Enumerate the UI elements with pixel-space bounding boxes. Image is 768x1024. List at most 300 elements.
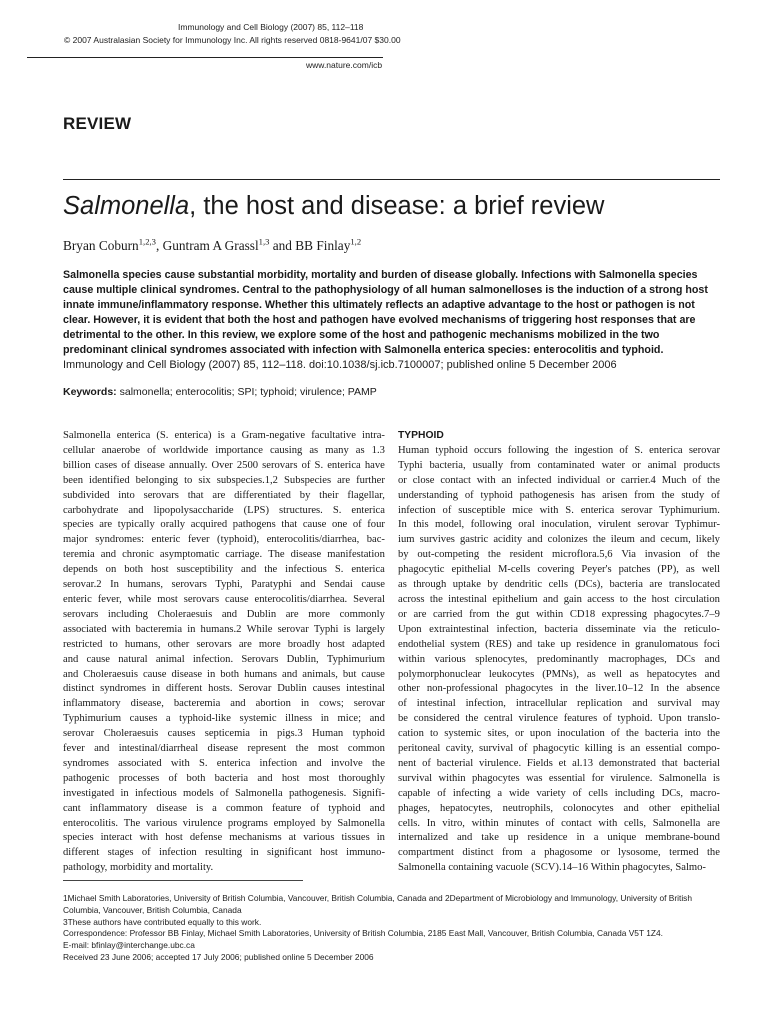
word: a <box>165 713 171 725</box>
text-line <box>63 772 385 787</box>
word: in <box>250 847 259 859</box>
word: (PP), <box>657 564 679 576</box>
word: arisen <box>602 489 628 501</box>
word: and <box>63 668 79 680</box>
word: as <box>309 444 319 456</box>
word: or <box>600 847 610 859</box>
word: uptake <box>452 579 481 591</box>
abstract-line: detrimental to the other. In this review, we explore some of the host and pathogenic mechanisms mobilized in the two <box>63 329 660 341</box>
word: of <box>301 459 311 471</box>
abstract-line: cause multiple clinical syndromes. Central to the pathophysiology of all human salmonelloses is the induction of a strong host <box>63 284 708 296</box>
word: serovar <box>277 623 309 635</box>
word: considered <box>413 713 460 725</box>
word: enterica <box>327 459 361 471</box>
word: and <box>128 504 144 516</box>
word: in <box>300 698 310 710</box>
text-line <box>398 802 720 817</box>
word: cavity, <box>445 743 474 755</box>
word: cases <box>94 459 118 471</box>
word: in <box>259 728 268 740</box>
word: following <box>470 519 512 531</box>
word: well <box>701 564 720 576</box>
word: more <box>308 608 330 620</box>
word: host <box>281 772 300 784</box>
word: by <box>321 817 332 829</box>
word: of <box>352 519 362 531</box>
word: reticulo- <box>684 623 720 635</box>
word: lysosome, <box>618 847 661 859</box>
journal-header <box>0 22 768 74</box>
word: pathology, <box>63 862 110 874</box>
text-line <box>398 831 720 846</box>
word: upon <box>529 728 552 740</box>
word: immuno- <box>346 847 385 859</box>
body-column-left <box>63 429 385 876</box>
text-line <box>63 653 385 668</box>
word: patches <box>618 564 651 576</box>
word: intestinal <box>346 683 385 695</box>
word: other <box>648 802 671 814</box>
word: and <box>704 653 720 665</box>
abstract-line: Salmonella species cause substantial morbidity, mortality and burden of disease globally. Infections with Salmonella species <box>63 269 698 281</box>
word: extraintestinal <box>429 623 490 635</box>
word: microflora.5,6 <box>551 549 613 561</box>
word: inoculation <box>557 728 605 740</box>
word: the <box>575 683 589 695</box>
word: or <box>398 474 407 486</box>
footnote-line: 3These authors have contributed equally to this work. <box>63 916 262 927</box>
word: subspecies.1,2 <box>216 474 278 486</box>
word: phagocytes.7–9 <box>653 608 720 620</box>
word: and <box>456 832 473 844</box>
word: Fields <box>526 757 553 769</box>
text-line <box>63 831 385 846</box>
text-line <box>63 861 385 876</box>
word: system <box>450 638 480 650</box>
word: cause <box>86 653 111 665</box>
word: intestinal <box>416 698 456 710</box>
text-line <box>63 578 385 593</box>
word: (PMNs), <box>542 668 579 680</box>
word: acidity <box>493 534 523 546</box>
footnote-rule <box>63 880 303 881</box>
word: distinct <box>462 847 494 859</box>
word: represent <box>247 743 287 755</box>
word: defense <box>189 832 223 844</box>
text-line <box>63 548 385 563</box>
word: distinct <box>63 683 95 695</box>
word: model, <box>435 519 465 531</box>
word: species <box>63 832 94 844</box>
word: Much <box>661 474 687 486</box>
word: cells <box>588 787 608 799</box>
word: intestinal/diarrheal <box>118 743 199 755</box>
word: intestinal <box>448 593 487 605</box>
word: carbohydrate <box>63 504 119 516</box>
word: infection <box>159 847 197 859</box>
word: the <box>264 564 278 576</box>
text-line <box>63 593 385 608</box>
word: facultative <box>311 430 356 441</box>
word: al.13 <box>572 757 594 769</box>
word: are <box>337 474 351 486</box>
word: predominantly <box>536 653 599 665</box>
word: and <box>230 698 246 710</box>
word: as <box>685 564 695 576</box>
word: and <box>623 802 639 814</box>
text-line <box>398 772 720 787</box>
word: endothelial <box>398 638 446 650</box>
word: infected <box>517 474 552 486</box>
word: host <box>651 593 670 605</box>
word: survives <box>419 534 455 546</box>
word: gastric <box>459 534 489 546</box>
word: by <box>398 549 409 561</box>
word: causes <box>129 713 158 725</box>
word: and <box>257 772 273 784</box>
word: major <box>63 534 88 546</box>
text-line <box>63 623 385 638</box>
word: various <box>303 832 335 844</box>
keywords <box>63 386 377 398</box>
word: and <box>632 698 648 710</box>
word: Typhi, <box>215 579 243 591</box>
word: systemic <box>239 713 277 725</box>
word: cause <box>361 668 385 680</box>
text-line <box>63 682 385 697</box>
author-name: Bryan Coburn <box>63 238 139 253</box>
word: DCs, <box>661 787 684 799</box>
word: membrane-bound <box>645 832 720 844</box>
word: enteric <box>151 534 181 546</box>
word: ileum <box>610 534 635 546</box>
author-separator: and <box>269 238 296 253</box>
text-line <box>63 429 385 444</box>
title-italic: Salmonella <box>63 192 190 220</box>
word: demonstrated <box>598 757 656 769</box>
word: infection <box>398 504 436 516</box>
word: the <box>555 444 569 456</box>
word: Gram-negative <box>241 430 306 441</box>
word: in <box>376 832 385 844</box>
word: restricted <box>63 638 103 650</box>
word: enterocolitis. <box>63 817 119 829</box>
word: infection, <box>496 623 537 635</box>
word: infectious <box>285 564 327 576</box>
word: differentiated <box>234 489 291 501</box>
word: resident <box>509 549 544 561</box>
word: in <box>576 832 585 844</box>
word: has <box>581 489 596 501</box>
word: systemic <box>444 728 482 740</box>
word: virulence <box>182 817 223 829</box>
word: humans, <box>124 638 161 650</box>
word: vacuole <box>495 862 532 874</box>
word: cause <box>361 579 385 591</box>
text-line <box>63 563 385 578</box>
text-line <box>398 727 720 742</box>
word: up <box>507 832 519 844</box>
word: more <box>258 638 281 650</box>
word: associated <box>118 757 162 769</box>
word: cows; <box>319 698 344 710</box>
word: replication <box>577 698 623 710</box>
abstract-line: predominant clinical syndromes associated with infection with Salmonella enterica species: enterocolitis and typhoid. <box>63 344 664 356</box>
word: may <box>701 698 720 710</box>
text-line <box>63 459 385 474</box>
word: mice <box>512 504 533 516</box>
word: six <box>198 474 211 486</box>
word: typically <box>117 519 155 531</box>
word: the <box>625 728 639 740</box>
word: natural <box>118 653 148 665</box>
word: survival <box>657 698 692 710</box>
word: disease, <box>130 698 164 710</box>
word: associated <box>63 623 107 635</box>
word: of <box>422 757 431 769</box>
word: is <box>343 623 351 635</box>
word: central <box>484 713 513 725</box>
word: are <box>649 579 663 591</box>
word: serovars <box>143 489 179 501</box>
word: worldwide <box>162 444 209 456</box>
word: causes <box>167 728 196 740</box>
word: macrophages, <box>608 653 667 665</box>
word: features <box>563 713 598 725</box>
word: Typhimur- <box>675 519 720 531</box>
word: DCs <box>676 653 696 665</box>
word: et <box>558 757 567 769</box>
word: water <box>601 459 626 471</box>
word: take <box>537 638 556 650</box>
word: of <box>121 459 131 471</box>
word: from <box>469 608 490 620</box>
word: peritoneal <box>398 743 441 755</box>
word: one <box>331 519 348 531</box>
text-line <box>398 474 720 489</box>
word: (LPS) <box>243 504 269 516</box>
word: most <box>308 772 330 784</box>
word: importance <box>215 444 263 456</box>
word: Via <box>621 549 636 561</box>
word: compo- <box>687 743 720 755</box>
word: neutrophils, <box>502 802 553 814</box>
word: Signifi- <box>352 787 385 799</box>
word: typhoid <box>435 444 468 456</box>
word: by <box>487 579 498 591</box>
word: bacterial <box>683 757 720 769</box>
word: and <box>369 802 385 814</box>
word: of <box>610 728 620 740</box>
word: understanding <box>398 489 459 501</box>
word: within <box>438 772 466 784</box>
word: Typhi <box>398 459 423 471</box>
word: host <box>165 832 183 844</box>
word: vitro, <box>442 817 465 829</box>
text-line <box>398 787 720 802</box>
word: cellular <box>63 444 95 456</box>
text-line <box>63 608 385 623</box>
word: mechanisms <box>229 832 282 844</box>
word: carriage. <box>225 549 263 561</box>
word: the <box>487 549 501 561</box>
word: programs <box>227 817 268 829</box>
word: the <box>663 623 677 635</box>
abstract-line: innate immune/inflammatory response. Whether this ultimately reflects an adaptive advantage to the host or pathogen is not <box>63 299 695 311</box>
word: Human <box>312 728 344 740</box>
word: infection <box>259 757 298 769</box>
word: serovars <box>196 638 232 650</box>
word: of <box>619 444 629 456</box>
word: orally <box>160 519 186 531</box>
text-line <box>63 638 385 653</box>
word: the <box>592 534 606 546</box>
word: bacteremia <box>173 698 221 710</box>
word: carrier.4 <box>620 474 656 486</box>
text-line <box>63 444 385 459</box>
word: with <box>139 832 159 844</box>
word: (RES) <box>485 638 512 650</box>
author-affiliation: 1,3 <box>258 236 270 247</box>
word: further <box>356 474 385 486</box>
word: serovar <box>637 519 669 531</box>
word: Salmonella <box>235 787 283 799</box>
word: sites, <box>487 728 509 740</box>
word: syndromes <box>100 683 146 695</box>
word: Upon <box>398 623 422 635</box>
word: cells. <box>398 817 421 829</box>
word: and <box>94 743 110 755</box>
word: S. <box>314 459 324 471</box>
word: enterica) <box>174 430 212 441</box>
word: models <box>183 787 214 799</box>
word: enterocolitis/diarrhea, <box>266 534 360 546</box>
word: anaerobe <box>101 444 141 456</box>
word: serovars <box>63 608 99 620</box>
word: on <box>105 564 117 576</box>
word: are <box>99 519 113 531</box>
text-line <box>398 697 720 712</box>
word: a <box>230 430 236 441</box>
section-body <box>398 444 720 876</box>
word: disease <box>134 459 165 471</box>
article-citation: Immunology and Cell Biology (2007) 85, 112–118. doi:10.1038/sj.icb.7100007; published online 5 December 2006 <box>63 359 617 371</box>
word: depends <box>63 564 98 576</box>
word: fever <box>187 534 210 546</box>
word: as <box>629 668 639 680</box>
word: are <box>212 489 226 501</box>
word: causes <box>312 683 341 695</box>
word: acquired <box>190 519 228 531</box>
word: a <box>212 802 217 814</box>
text-line <box>398 533 720 548</box>
word: Dublin <box>277 683 307 695</box>
word: are <box>413 608 427 620</box>
text-line <box>398 623 720 638</box>
word: In <box>398 519 407 531</box>
word: enterica <box>216 757 251 769</box>
word: of <box>310 802 320 814</box>
word: up <box>560 638 572 650</box>
word: the <box>633 593 647 605</box>
word: of <box>711 489 720 501</box>
word: S. <box>634 444 643 456</box>
word: lipopolysaccharide <box>153 504 234 516</box>
word: The <box>123 817 141 829</box>
word: splenocytes, <box>475 653 528 665</box>
word: oral <box>518 519 535 531</box>
word: virulence. <box>610 772 653 784</box>
word: In <box>426 817 436 829</box>
word: in <box>187 623 196 635</box>
word: typhoid-like <box>179 713 231 725</box>
section-label: REVIEW <box>63 114 132 133</box>
word: with <box>598 817 618 829</box>
word: the <box>661 489 675 501</box>
word: cecum, <box>660 534 691 546</box>
word: or <box>398 608 407 620</box>
word: infectious <box>134 787 177 799</box>
word: enterica <box>351 504 385 516</box>
word: and <box>63 653 79 665</box>
word: pathogens <box>232 519 276 531</box>
word: the <box>707 549 720 561</box>
word: phagocytic <box>532 743 580 755</box>
word: foci <box>703 638 720 650</box>
word: both <box>186 772 206 784</box>
word: typhoid <box>352 728 385 740</box>
word: be <box>398 713 408 725</box>
word: are <box>238 638 252 650</box>
footnote-line: E-mail: bfinlay@interchange.ubc.ca <box>63 940 195 951</box>
abstract <box>63 268 723 373</box>
word: cant <box>63 802 81 814</box>
word: different <box>165 683 203 695</box>
word: many <box>325 444 349 456</box>
word: and <box>543 593 559 605</box>
text-line <box>63 518 385 533</box>
word: bacteria, <box>429 459 466 471</box>
word: broadly <box>287 638 321 650</box>
author-affiliation: 1,2 <box>350 236 362 247</box>
word: disease <box>171 668 203 680</box>
word: that <box>281 519 298 531</box>
word: animal <box>155 653 185 665</box>
word: species <box>63 519 94 531</box>
text-line <box>63 727 385 742</box>
text-line <box>398 668 720 683</box>
word: phagocytes <box>505 683 553 695</box>
word: mortality. <box>172 862 214 874</box>
word: Over <box>211 459 233 471</box>
text-line <box>398 742 720 757</box>
word: processes <box>118 772 160 784</box>
word: fever, <box>97 593 122 605</box>
word: enterica <box>116 430 151 441</box>
section-heading: TYPHOID <box>398 430 444 441</box>
word: largely <box>355 623 385 635</box>
word: to <box>184 474 193 486</box>
word: is <box>196 802 204 814</box>
word: carried <box>433 608 463 620</box>
word: take <box>481 832 499 844</box>
word: gut <box>515 608 530 620</box>
word: of <box>398 698 407 710</box>
word: virulence. <box>479 757 522 769</box>
word: The <box>268 549 285 561</box>
word: chronic <box>122 549 154 561</box>
journal-url[interactable]: www.nature.com/icb <box>306 60 383 70</box>
